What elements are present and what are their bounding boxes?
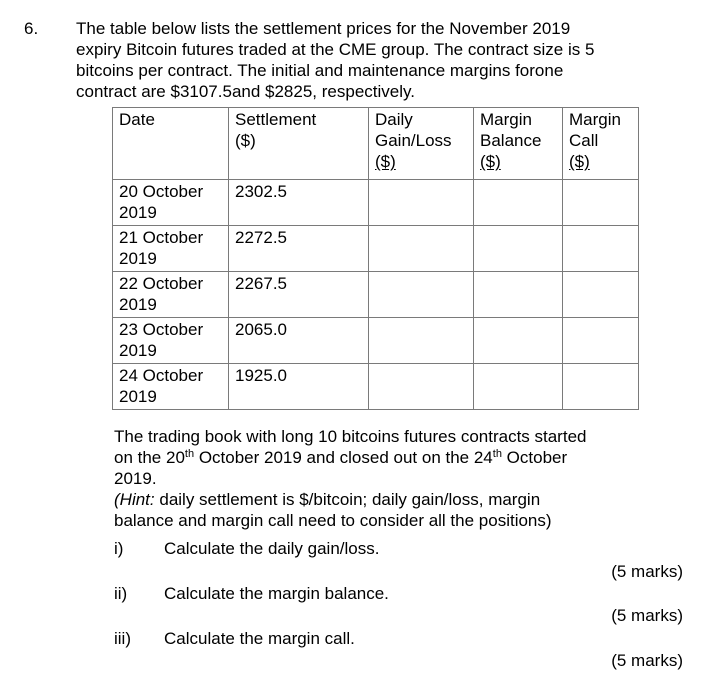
ordinal-suffix: th xyxy=(492,448,502,460)
cell-date xyxy=(113,318,229,364)
table-header-row xyxy=(113,108,639,180)
date-day: 24 October xyxy=(119,366,204,385)
cell-date xyxy=(113,272,229,318)
intro-line-4: contract are $3107.5and $2825, respectively. xyxy=(76,82,415,101)
cell-daily-gain-loss xyxy=(369,226,474,272)
cell-date xyxy=(113,180,229,226)
ordinal-suffix: th xyxy=(184,448,195,460)
header-settlement-line-1: Settlement xyxy=(235,110,317,129)
date-day: 22 October xyxy=(119,274,204,293)
hint-label: Hint: xyxy=(119,490,155,509)
date-year: 2019 xyxy=(119,341,157,360)
header-daily-line-2: Gain/Loss xyxy=(375,131,452,150)
subquestion-i xyxy=(114,538,379,559)
date-year: 2019 xyxy=(119,203,157,222)
cell-margin-call xyxy=(563,180,639,226)
date-year: 2019 xyxy=(119,387,157,406)
subquestion-ii xyxy=(114,583,389,604)
subquestion-numeral: iii) xyxy=(114,629,131,648)
cell-settlement: 2302.5 xyxy=(229,180,369,226)
cell-margin-call xyxy=(563,272,639,318)
body-line-2-part-b: October 2019 and closed out on the 24 xyxy=(194,448,493,467)
cell-margin-balance xyxy=(474,272,563,318)
cell-margin-balance xyxy=(474,318,563,364)
subquestion-text: Calculate the margin balance. xyxy=(164,584,389,603)
question-intro xyxy=(76,18,686,102)
cell-margin-call xyxy=(563,226,639,272)
intro-line-3: bitcoins per contract. The initial and maintenance margins forone xyxy=(76,61,564,80)
cell-margin-call xyxy=(563,364,639,410)
header-daily-line-1: Daily xyxy=(375,110,413,129)
header-daily-line-3: ($) xyxy=(375,152,396,171)
subquestion-numeral: ii) xyxy=(114,584,128,603)
cell-margin-balance xyxy=(474,180,563,226)
date-day: 21 October xyxy=(119,228,204,247)
hint-text: daily settlement is $/bitcoin; daily gain/loss, margin xyxy=(154,490,541,509)
subquestion-text: Calculate the margin call. xyxy=(164,629,355,648)
table-row xyxy=(113,226,639,272)
date-year: 2019 xyxy=(119,295,157,314)
header-daily-gain-loss xyxy=(369,108,474,180)
date-day: 23 October xyxy=(119,320,204,339)
header-settlement-line-2: ($) xyxy=(235,131,256,150)
marks-label: (5 marks) xyxy=(611,651,683,670)
body-line-2-part-a: on the 20 xyxy=(114,448,185,467)
cell-daily-gain-loss xyxy=(369,318,474,364)
body-line-1: The trading book with long 10 bitcoins futures contracts started xyxy=(114,427,587,446)
header-call-line-1: Margin xyxy=(569,110,621,129)
header-margin-balance xyxy=(474,108,563,180)
header-margin-call xyxy=(563,108,639,180)
header-balance-line-1: Margin xyxy=(480,110,532,129)
date-year: 2019 xyxy=(119,249,157,268)
body-line-2-part-c: October xyxy=(501,448,568,467)
cell-margin-balance xyxy=(474,364,563,410)
date-day: 20 October xyxy=(119,182,204,201)
cell-settlement: 1925.0 xyxy=(229,364,369,410)
question-body xyxy=(114,426,694,531)
table-row xyxy=(113,364,639,410)
cell-settlement: 2065.0 xyxy=(229,318,369,364)
cell-date xyxy=(113,226,229,272)
header-settlement xyxy=(229,108,369,180)
marks-label: (5 marks) xyxy=(611,562,683,581)
subquestion-iii xyxy=(114,628,355,649)
hint-line-2: balance and margin call need to consider all the positions) xyxy=(114,511,552,530)
intro-line-2: expiry Bitcoin futures traded at the CME group. The contract size is 5 xyxy=(76,40,595,59)
table-row xyxy=(113,180,639,226)
intro-line-1: The table below lists the settlement prices for the November 2019 xyxy=(76,19,571,38)
header-call-line-3: ($) xyxy=(569,152,590,171)
settlement-table xyxy=(112,107,639,410)
hint-open-paren: ( xyxy=(114,490,120,509)
cell-settlement: 2267.5 xyxy=(229,272,369,318)
header-balance-line-3: ($) xyxy=(480,152,501,171)
hint-line-1 xyxy=(114,489,694,510)
body-line-2 xyxy=(114,447,694,468)
table-row xyxy=(113,272,639,318)
header-date xyxy=(113,108,229,180)
marks-label: (5 marks) xyxy=(611,606,683,625)
subquestion-text: Calculate the daily gain/loss. xyxy=(164,539,380,558)
cell-margin-call xyxy=(563,318,639,364)
question-number: 6. xyxy=(24,19,39,38)
cell-daily-gain-loss xyxy=(369,364,474,410)
header-call-line-2: Call xyxy=(569,131,599,150)
cell-date xyxy=(113,364,229,410)
header-date-line: Date xyxy=(119,110,155,129)
cell-settlement: 2272.5 xyxy=(229,226,369,272)
table-row xyxy=(113,318,639,364)
cell-margin-balance xyxy=(474,226,563,272)
subquestion-numeral: i) xyxy=(114,539,124,558)
body-line-3: 2019. xyxy=(114,469,157,488)
cell-daily-gain-loss xyxy=(369,180,474,226)
cell-daily-gain-loss xyxy=(369,272,474,318)
header-balance-line-2: Balance xyxy=(480,131,542,150)
